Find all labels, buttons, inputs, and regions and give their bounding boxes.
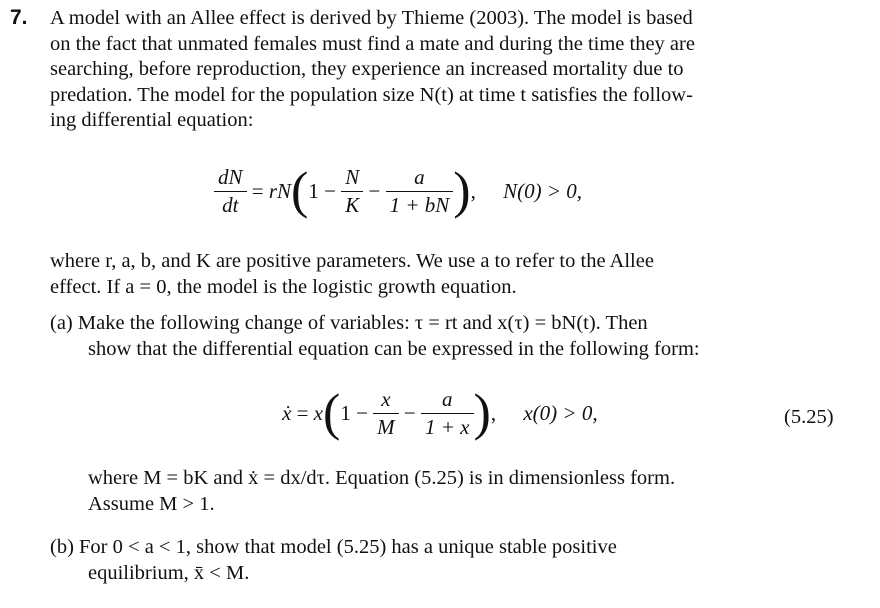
derivative-fraction: $\frac{dN}{dt}$ [214,164,247,219]
text-line: effect. If a = 0, the model is the logistic growth equation. [50,275,517,298]
parameter-description [50,249,862,300]
initial-condition: x(0) > 0, [523,401,598,425]
intro-line: predation. The model for the population size N(t) at time t satisfies the follow- [50,83,693,106]
text-line: Assume M > 1. [88,492,215,515]
text-line: Make the following change of variables: τ = rt and x(τ) = bN(t). Then [77,312,648,334]
text-line: where r, a, b, and K are positive parameters. We use a to refer to the Allee [50,250,654,272]
text-line: For 0 < a < 1, show that model (5.25) has a unique stable positive [79,536,617,558]
part-b [50,535,862,586]
intro-line: ing differential equation: [50,109,254,131]
part-a-continuation [88,466,862,517]
x-over-m-fraction: $\frac{x}{M}$ [373,386,399,441]
problem-intro [50,6,862,134]
text-line: show that the differential equation can be expressed in the following form: [88,337,700,360]
part-a-label: (a) [50,312,73,334]
intro-line: A model with an Allee effect is derived by Thieme (2003). The model is based [50,7,693,29]
intro-line: searching, before reproduction, they experience an increased mortality due to [50,58,684,80]
problem-number: 7. [10,6,28,29]
text-line: where M = bK and ẋ = dx/dτ. Equation (5.25) is in dimensionless form. [88,467,676,489]
part-a [50,311,862,362]
n-over-k-fraction: $\frac{N}{K}$ [341,164,363,219]
allee-term-fraction: $\frac{a}{1 + bN}$ [386,164,454,219]
initial-condition: N(0) > 0, [503,179,583,203]
allee-differential-equation: $\frac{dN}{dt}$ = rN(1 − $\frac{N}{K}$ − $\frac{a}{1 + bN}$ ), N(0) > 0, [214,164,582,219]
equation-number: (5.25) [784,406,834,428]
text-line: equilibrium, x̄ < M. [88,561,250,584]
part-b-label: (b) [50,536,74,558]
dimensionless-equation: ẋ = x(1 − $\frac{x}{M}$ − $\frac{a}{1 + x}$ ), x(0) > 0, [282,384,598,442]
a-over-one-plus-x-fraction: $\frac{a}{1 + x}$ [421,386,474,441]
intro-line: on the fact that unmated females must find a mate and during the time they are [50,32,695,55]
